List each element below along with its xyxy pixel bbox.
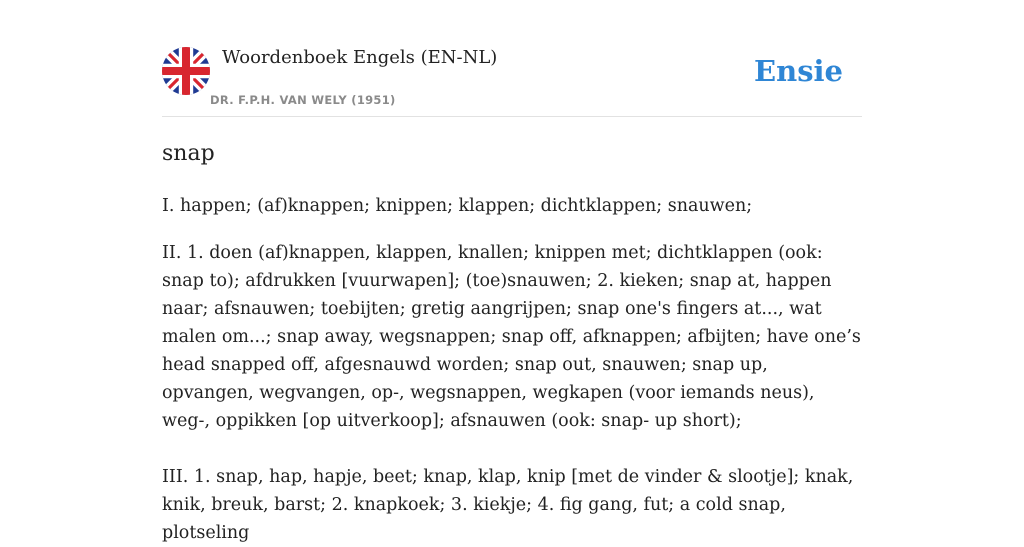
page: [162, 0, 862, 543]
entry-sense-1: I. happen; (af)knappen; knippen; klappen; dichtklappen; snauwen;: [162, 196, 753, 216]
entry-sense-2: II. 1. doen (af)knappen, klappen, knallen; knippen met; dichtklappen (ook: snap to); afdrukken [vuurwapen]; (toe)snauwen; 2. kieken; snap at, happen naar; afsnauwen; toebijten; gretig aangrijpen; snap one's fingers at..., wat malen om...; snap away, wegsnappen; snap off, afknappen; afbijten; have one’s head snapped off, afgesnauwd worden; snap out, snauwen; snap up, opvangen, wegvangen, op-, wegsnappen, wegkapen (voor iemands neus), weg-, oppikken [op uitverkoop]; afsnauwen (ook: snap- up short);: [162, 243, 861, 431]
uk-flag-icon: [162, 47, 210, 95]
dictionary-title[interactable]: Woordenboek Engels (EN-NL): [222, 47, 498, 68]
ensie-logo[interactable]: Ensie: [754, 54, 843, 88]
dictionary-header: [162, 46, 862, 117]
dictionary-author: DR. F.P.H. VAN WELY (1951): [210, 93, 396, 107]
entry-sense-3: III. 1. snap, hap, hapje, beet; knap, klap, knip [met de vinder & slootje]; knak, knik, breuk, barst; 2. knapkoek; 3. kiekje; 4. fig gang, fut; a cold snap, plotseling: [162, 467, 854, 543]
entry-headword: snap: [162, 141, 215, 166]
